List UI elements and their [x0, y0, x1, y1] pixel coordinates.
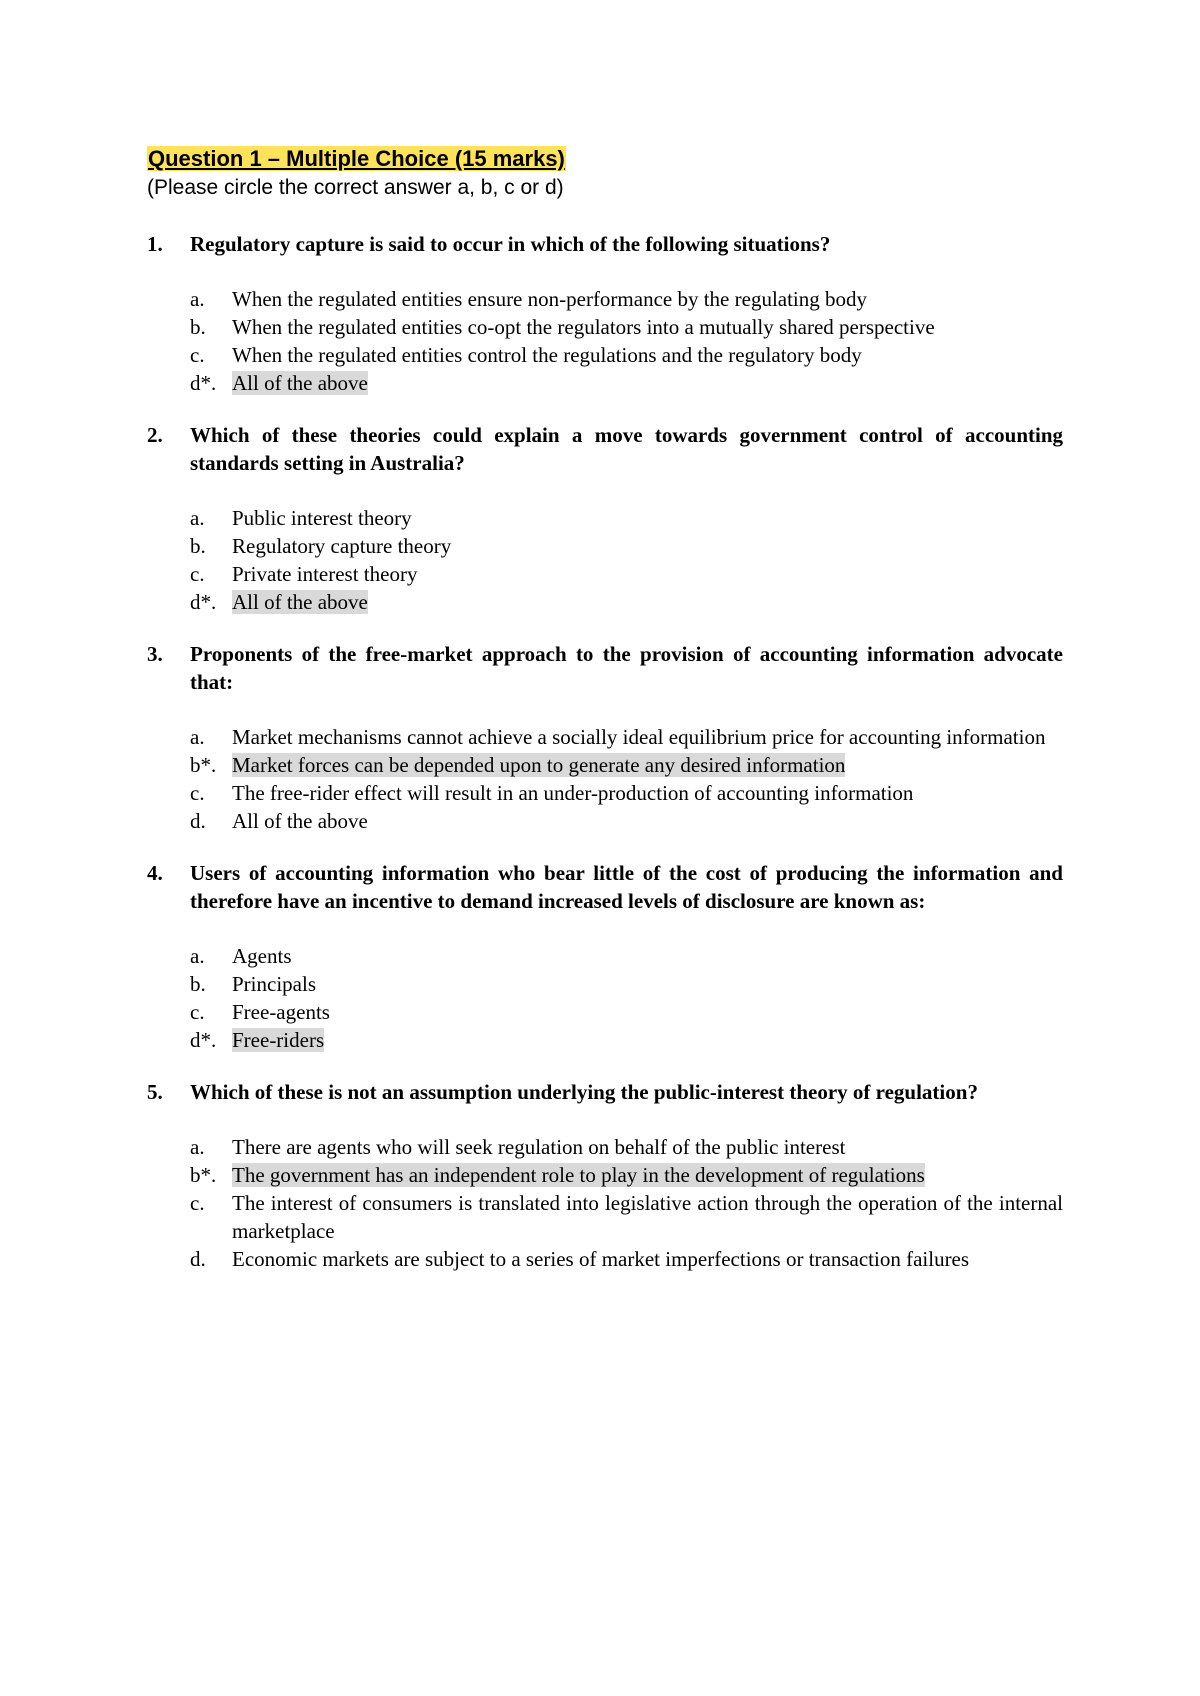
option-text: Principals [232, 972, 316, 996]
option-text: Agents [232, 944, 292, 968]
question-list [147, 230, 1063, 1297]
option-text: Public interest theory [232, 506, 412, 530]
heading-title: Question 1 – Multiple Choice (15 marks) [148, 146, 565, 171]
option-text-wrap [232, 1133, 1063, 1161]
answer-option[interactable] [147, 779, 1063, 807]
option-text-wrap [232, 369, 1063, 397]
answer-option-correct[interactable] [147, 1161, 1063, 1189]
option-letter: b. [190, 315, 206, 339]
option-text-wrap [232, 998, 1063, 1026]
option-letter: d*. [190, 1028, 217, 1052]
option-letter: b. [190, 534, 206, 558]
option-text: Market mechanisms cannot achieve a socially ideal equilibrium price for accounting information [232, 725, 1046, 749]
option-letter: b*. [190, 753, 217, 777]
option-text-wrap [232, 588, 1063, 616]
option-text: When the regulated entities ensure non-performance by the regulating body [232, 287, 868, 311]
question-item [147, 421, 1063, 616]
question-item [147, 859, 1063, 1054]
option-text: All of the above [232, 371, 368, 395]
option-letter: b*. [190, 1163, 217, 1187]
option-text: When the regulated entities control the regulations and the regulatory body [232, 343, 862, 367]
option-letter: a. [190, 506, 205, 530]
option-text-wrap [232, 560, 1063, 588]
answer-option[interactable] [147, 723, 1063, 751]
question-number: 1. [147, 232, 163, 256]
question-text: Users of accounting information who bear little of the cost of producing the information and therefore have an incentive to demand increased levels of disclosure are known as: [190, 861, 1063, 913]
answer-option[interactable] [147, 1189, 1063, 1245]
option-text: Regulatory capture theory [232, 534, 452, 558]
option-letter: a. [190, 1135, 205, 1159]
question-stem [147, 640, 1063, 696]
answer-option[interactable] [147, 998, 1063, 1026]
option-text: There are agents who will seek regulation on behalf of the public interest [232, 1135, 846, 1159]
question-text: Proponents of the free-market approach to the provision of accounting information advocate that: [190, 642, 1063, 694]
option-text-wrap [232, 723, 1063, 751]
option-text-wrap [232, 779, 1063, 807]
question-stem [147, 421, 1063, 477]
answer-option[interactable] [147, 807, 1063, 835]
question-heading [147, 145, 566, 173]
answer-option[interactable] [147, 341, 1063, 369]
heading-instructions: (Please circle the correct answer a, b, c or d) [147, 176, 564, 199]
option-text-wrap [232, 285, 1063, 313]
answer-option-correct[interactable] [147, 588, 1063, 616]
answer-option[interactable] [147, 532, 1063, 560]
question-stem [147, 230, 1063, 258]
option-letter: a. [190, 287, 205, 311]
question-item [147, 230, 1063, 397]
question-text: Which of these theories could explain a move towards government control of accounting standards setting in Australia? [190, 423, 1063, 475]
option-text-wrap [232, 1161, 1063, 1189]
option-text-wrap [232, 341, 1063, 369]
option-text: When the regulated entities co-opt the regulators into a mutually shared perspective [232, 315, 935, 339]
option-text-wrap [232, 504, 1063, 532]
answer-option-correct[interactable] [147, 1026, 1063, 1054]
option-text-wrap [232, 532, 1063, 560]
answer-option[interactable] [147, 285, 1063, 313]
answer-option-correct[interactable] [147, 751, 1063, 779]
option-letter: d. [190, 1247, 206, 1271]
question-stem [147, 859, 1063, 915]
answer-option-correct[interactable] [147, 369, 1063, 397]
option-text-wrap [232, 970, 1063, 998]
option-text: The interest of consumers is translated into legislative action through the operation of the internal marketplace [232, 1191, 1063, 1243]
option-text: All of the above [232, 809, 368, 833]
option-letter: d*. [190, 590, 217, 614]
option-letter: c. [190, 1191, 205, 1215]
option-text-wrap [232, 942, 1063, 970]
option-text: Economic markets are subject to a series of market imperfections or transaction failures [232, 1247, 970, 1271]
option-text: Free-riders [232, 1028, 325, 1052]
option-text-wrap [232, 1189, 1063, 1245]
answer-option[interactable] [147, 1245, 1063, 1273]
option-text: Private interest theory [232, 562, 418, 586]
question-number: 2. [147, 423, 163, 447]
question-text: Which of these is not an assumption underlying the public-interest theory of regulation? [190, 1080, 978, 1104]
question-number: 4. [147, 861, 163, 885]
answer-option[interactable] [147, 942, 1063, 970]
option-text: The government has an independent role to play in the development of regulations [232, 1163, 925, 1187]
option-letter: d. [190, 809, 206, 833]
option-text: All of the above [232, 590, 368, 614]
option-letter: a. [190, 944, 205, 968]
answer-option[interactable] [147, 970, 1063, 998]
answer-option[interactable] [147, 1133, 1063, 1161]
question-number: 3. [147, 642, 163, 666]
option-text-wrap [232, 313, 1063, 341]
option-letter: c. [190, 781, 205, 805]
option-text-wrap [232, 1026, 1063, 1054]
option-text: Free-agents [232, 1000, 330, 1024]
option-text: The free-rider effect will result in an under-production of accounting information [232, 781, 914, 805]
option-text-wrap [232, 751, 1063, 779]
option-letter: c. [190, 562, 205, 586]
answer-option[interactable] [147, 560, 1063, 588]
question-item [147, 1078, 1063, 1273]
answer-option[interactable] [147, 504, 1063, 532]
question-stem [147, 1078, 1063, 1106]
option-text-wrap [232, 1245, 1063, 1273]
answer-option[interactable] [147, 313, 1063, 341]
option-letter: a. [190, 725, 205, 749]
option-letter: d*. [190, 371, 217, 395]
option-letter: c. [190, 343, 205, 367]
question-text: Regulatory capture is said to occur in which of the following situations? [190, 232, 831, 256]
option-text: Market forces can be depended upon to generate any desired information [232, 753, 846, 777]
option-letter: c. [190, 1000, 205, 1024]
question-item [147, 640, 1063, 835]
option-letter: b. [190, 972, 206, 996]
option-text-wrap [232, 807, 1063, 835]
question-number: 5. [147, 1080, 163, 1104]
